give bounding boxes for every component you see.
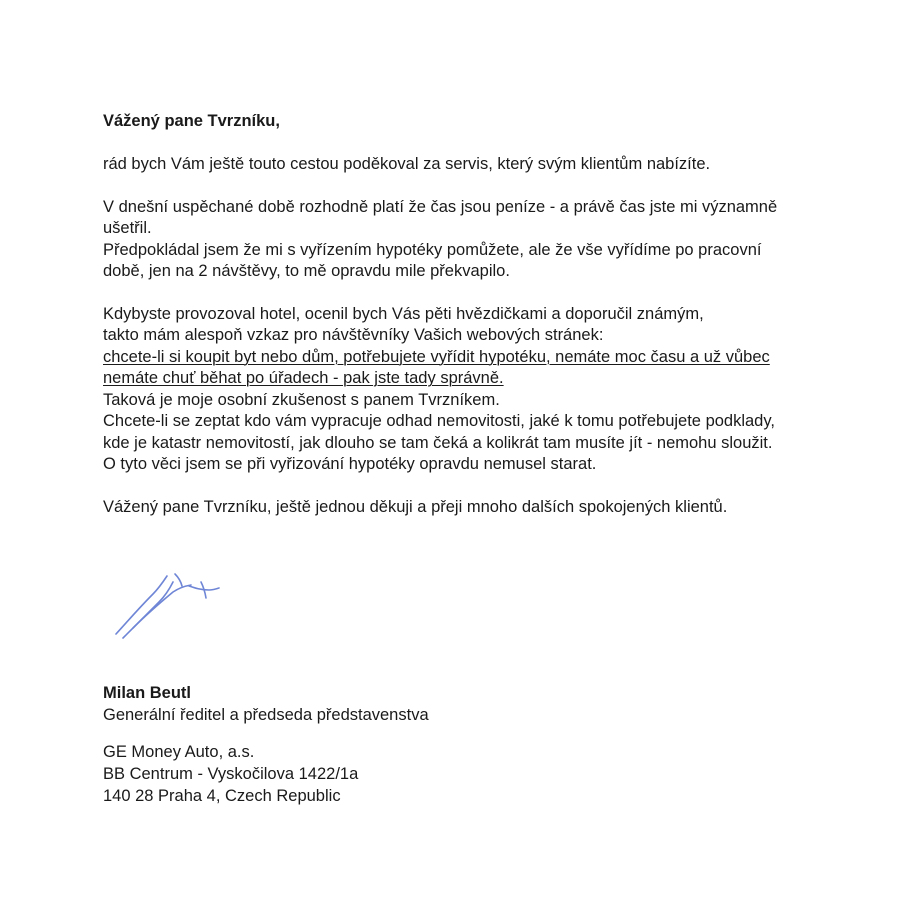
spacer xyxy=(103,133,823,154)
text-line: Taková je moje osobní zkušenost s panem Tvrzníkem. xyxy=(103,390,500,409)
greeting: Vážený pane Tvrzníku, xyxy=(103,112,280,130)
underlined-quote-line: chcete-li si koupit byt nebo dům, potřebujete vyřídit hypotéku, nemáte moc času a už vůbec xyxy=(103,347,770,366)
text-line: O tyto věci jsem se při vyřizování hypotéky opravdu nemusel starat. xyxy=(103,455,597,473)
handwritten-signature xyxy=(113,568,225,643)
signature-stroke xyxy=(123,582,173,638)
text-line: kde je katastr nemovitostí, jak dlouho se tam čeká a kolikrát tam musíte jít - nemohu sloužit. xyxy=(103,433,773,452)
spacer xyxy=(103,176,823,197)
signature-stroke xyxy=(116,576,167,634)
text-line: době, jen na 2 návštěvy, to mě opravdu mile překvapilo. xyxy=(103,262,510,280)
text-line: Vážený pane Tvrzníku, ještě jednou děkuji a přeji mnoho dalších spokojených klientů. xyxy=(103,497,728,516)
underlined-quote-line: nemáte chuť běhat po úřadech - pak jste tady správně. xyxy=(103,369,504,387)
company-name: GE Money Auto, a.s. xyxy=(103,743,255,761)
text-line: Kdybyste provozoval hotel, ocenil bych Vás pěti hvězdičkami a doporučil známým, xyxy=(103,304,704,323)
company-address-line: 140 28 Praha 4, Czech Republic xyxy=(103,787,341,805)
text-line: Chcete-li se zeptat kdo vám vypracuje odhad nemovitosti, jaké k tomu potřebujete podklady, xyxy=(103,412,775,430)
spacer xyxy=(103,283,823,304)
spacer xyxy=(103,476,823,497)
company-address-block xyxy=(103,741,358,807)
paragraph-recommendation xyxy=(103,304,823,476)
paragraph-closing xyxy=(103,497,823,519)
text-line: V dnešní uspěchané době rozhodně platí že čas jsou peníze - a právě čas jste mi významně xyxy=(103,197,778,216)
text-line: Předpokládal jsem že mi s vyřízením hypotéky pomůžete, ale že vše vyřídíme po pracovní xyxy=(103,240,762,259)
paragraph-time-saved xyxy=(103,197,823,283)
company-address-line: BB Centrum - Vyskočilova 1422/1a xyxy=(103,765,359,783)
text-line: rád bych Vám ještě touto cestou poděkoval za servis, který svým klientům nabízíte. xyxy=(103,155,711,173)
text-line: takto mám alespoň vzkaz pro návštěvníky Vašich webových stránek: xyxy=(103,326,604,344)
text-line: ušetřil. xyxy=(103,219,152,237)
signer-title: Generální ředitel a předseda představenstva xyxy=(103,706,429,724)
letter-body xyxy=(103,111,823,518)
signature-stroke xyxy=(175,574,182,586)
signer-block xyxy=(103,682,429,726)
signer-name: Milan Beutl xyxy=(103,684,192,702)
paragraph-thanks xyxy=(103,154,823,176)
